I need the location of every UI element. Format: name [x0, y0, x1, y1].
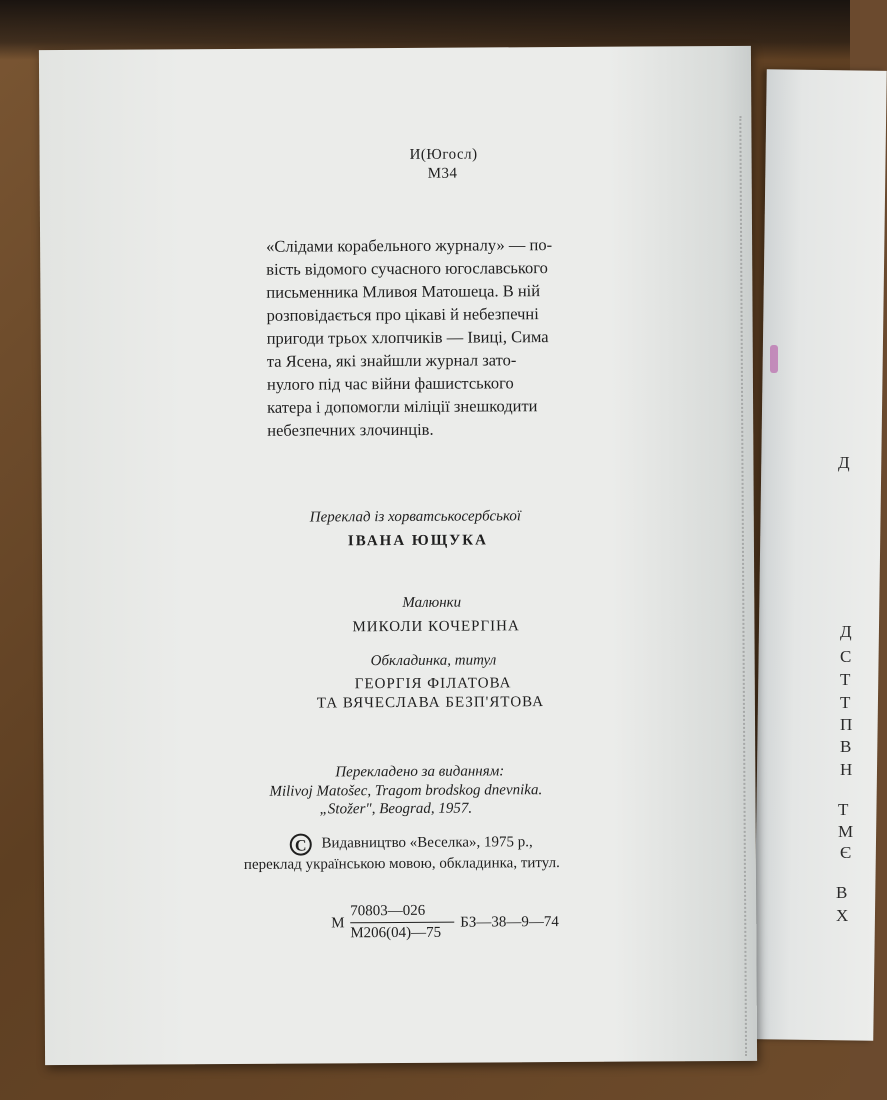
copyright-text: Видавництво «Веселка», 1975 р.,	[321, 834, 533, 852]
facing-page-letter: П	[840, 715, 853, 734]
annotation-line: та Ясена, які знайшли журнал зато-	[266, 350, 517, 371]
facing-page-letter: С	[840, 647, 852, 666]
copyright-line2: переклад українською мовою, обкладинка, титул.	[243, 855, 560, 873]
index-suffix: БЗ—38—9—74	[460, 914, 559, 931]
source-label: Перекладено за виданням:	[335, 763, 505, 781]
facing-page-letter: Є	[840, 843, 852, 862]
illustrations-label: Малюнки	[402, 594, 462, 611]
facing-page-letter: Т	[840, 670, 851, 689]
annotation-line: вість відомого сучасного югославського	[266, 258, 548, 279]
annotation-line: письменника Мливоя Матошеца. В ній	[266, 281, 541, 302]
index-fraction-line	[350, 922, 454, 924]
source-citation-line2: „Stožer", Beograd, 1957.	[319, 800, 473, 818]
cover-artist-1: ГЕОРГІЯ ФІЛАТОВА	[354, 675, 512, 693]
index-prefix: М	[331, 915, 345, 932]
facing-page-letter: Т	[840, 693, 851, 712]
facing-page-letter: В	[840, 737, 852, 756]
annotation-line: нулого під час війни фашистського	[266, 373, 514, 394]
annotation-line: «Слідами корабельного журналу» — по-	[266, 235, 553, 256]
facing-page-letter: М	[838, 822, 854, 841]
facing-page-letter: Д	[838, 453, 850, 472]
translator-name: ІВАНА ЮЩУКА	[347, 532, 489, 550]
facing-page-letter: Т	[838, 800, 849, 819]
index-numerator: 70803—026	[350, 902, 426, 920]
annotation-line: розповідається про цікаві й небезпечні	[266, 304, 539, 325]
cover-label: Обкладинка, титул	[370, 652, 497, 670]
index-denominator: М206(04)—75	[350, 924, 442, 942]
classification-code: И(Югосл)	[409, 146, 478, 163]
facing-page	[753, 69, 887, 1041]
author-code: М34	[427, 165, 458, 182]
translation-label: Переклад із хорватськосербської	[309, 508, 522, 526]
copyright-icon: C	[290, 834, 312, 856]
source-citation-line1: Milivoj Matošec, Tragom brodskog dnevnika.	[269, 782, 543, 800]
cover-artist-2: ТА ВЯЧЕСЛАВА БЕЗП'ЯТОВА	[316, 694, 545, 712]
book-page	[39, 46, 757, 1065]
ink-stamp-mark	[770, 345, 778, 373]
illustrator-name: МИКОЛИ КОЧЕРГІНА	[352, 618, 520, 636]
facing-page-letter: Д	[840, 622, 852, 641]
facing-page-letter: Н	[840, 760, 853, 779]
copyright-line1	[290, 832, 533, 855]
annotation-line: пригоди трьох хлопчиків — Івиці, Сима	[266, 327, 549, 348]
annotation-line: катера і допомогли міліції знешкодити	[267, 396, 538, 417]
facing-page-letter: Х	[836, 906, 849, 925]
facing-page-letter: В	[836, 883, 848, 902]
annotation-line: небезпечних злочинців.	[267, 419, 434, 440]
